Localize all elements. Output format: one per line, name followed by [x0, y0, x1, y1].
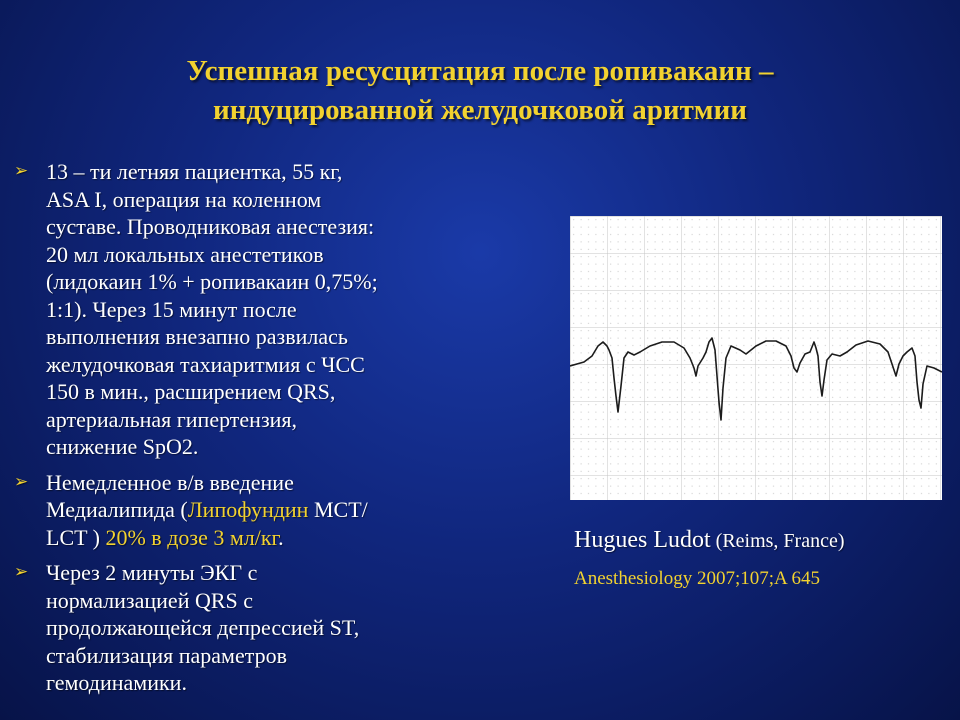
bullet-case-description: ➢ 13 – ти летняя пациентка, 55 кг, ASA I, операция на коленном суставе. Проводниковая анестезия: 20 мл локальных анестетиков (лидокаин 1% + ропивакаин 0,75%; 1:1). Через 15 минут после выполнения внезапно развилась желудочковая тахиаритмия с ЧСС 150 в мин., расширением QRS, артериальная гипертензия, снижение SpO2.	[14, 159, 378, 459]
title-line-1: Успешная ресусцитация после ропивакаин –	[186, 55, 774, 87]
slide-title	[60, 52, 900, 130]
ecg-strip-graphic	[570, 216, 942, 500]
bullet-list	[14, 158, 494, 705]
author-caption	[574, 527, 845, 554]
bullet-outcome: ➢ Через 2 минуты ЭКГ с нормализацией QRS с продолжающейся депрессией ST, стабилизация параметров гемодинамики.	[14, 560, 360, 695]
ecg-image	[570, 216, 942, 500]
arrow-bullet-icon: ➢	[14, 161, 29, 181]
arrow-bullet-icon: ➢	[14, 562, 29, 582]
lipofundin-highlight: Липофундин	[187, 497, 309, 522]
author-name: Hugues Ludot	[574, 527, 711, 553]
journal-citation: Anesthesiology 2007;107;A 645	[574, 568, 820, 589]
author-location: (Reims, France)	[710, 530, 845, 552]
dose-highlight: 20% в дозе 3 мл/кг	[105, 524, 279, 550]
arrow-bullet-icon: ➢	[14, 471, 29, 492]
title-line-2: индуцированной желудочковой аритмии	[213, 94, 747, 126]
bullet-treatment: ➢ Немедленное в/в введение Медиалипида (Липофундин МСТ/ LCT ) 20% в дозе 3 мл/кг.	[14, 469, 368, 550]
